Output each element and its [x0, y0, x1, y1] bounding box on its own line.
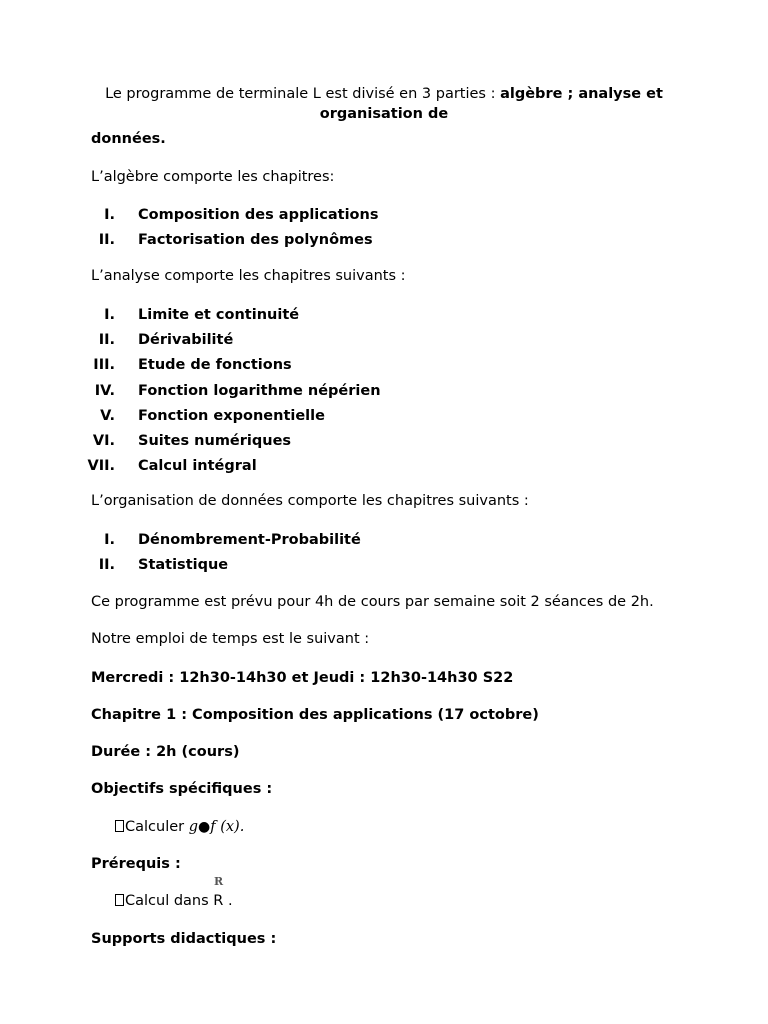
chapter-label: Composition des applications	[138, 207, 379, 223]
chapter-list-item	[0, 433, 768, 455]
real-numbers-symbol: R	[214, 875, 224, 888]
chapter-list-item	[0, 332, 768, 354]
chapter-list-item	[0, 408, 768, 430]
chapter-list-item	[0, 307, 768, 329]
chapter-label: Dénombrement-Probabilité	[138, 532, 361, 548]
hours-text: Ce programme est prévu pour 4h de cours par semaine soit 2 séances de 2h.	[91, 594, 654, 610]
list-number: II.	[98, 232, 115, 248]
intro-parts-bold: algèbre ; analyse et	[500, 86, 663, 102]
list-number: VII.	[87, 458, 115, 475]
chapter-list-item	[0, 207, 768, 229]
math-fx: f (x).	[210, 819, 245, 835]
list-number: VI.	[92, 433, 115, 449]
chapter-list-item	[0, 458, 768, 480]
objectives-heading: Objectifs spécifiques :	[91, 781, 273, 797]
chapter-label: Limite et continuité	[138, 307, 300, 323]
list-number: II.	[98, 557, 115, 573]
list-number: I.	[104, 532, 115, 548]
chapter-label: Calcul intégral	[138, 458, 257, 475]
chapter-label: Fonction exponentielle	[138, 407, 325, 424]
timetable: Mercredi : 12h30-14h30 et Jeudi : 12h30-14h30 S22	[91, 670, 514, 686]
chapter-label: Fonction logarithme népérien	[138, 382, 381, 399]
chapter-label: Statistique	[138, 557, 229, 573]
chapter-title: Chapitre 1 : Composition des applications (17 octobre)	[91, 707, 539, 723]
chapter-duration: Durée : 2h (cours)	[91, 744, 240, 760]
list-number: III.	[93, 357, 115, 374]
prereq-item	[115, 893, 233, 909]
chapter-list-item	[0, 383, 768, 405]
math-g: g	[188, 819, 199, 835]
list-number: II.	[98, 332, 115, 349]
list-number: IV.	[94, 382, 115, 399]
list-number: V.	[100, 407, 115, 424]
chapter-list-item	[0, 532, 768, 554]
intro-line-1	[0, 86, 768, 102]
algebra-intro: L’algèbre comporte les chapitres:	[91, 169, 335, 185]
chapter-label: Suites numériques	[138, 433, 292, 449]
objective-item	[115, 819, 244, 835]
chapter-label: Factorisation des polynômes	[138, 232, 373, 248]
chapter-list-item	[0, 232, 768, 254]
chapter-label: Etude de fonctions	[138, 357, 292, 374]
missing-glyph-icon	[115, 894, 124, 906]
list-number: I.	[104, 207, 115, 223]
intro-line-3: données.	[91, 131, 166, 147]
chapter-label: Dérivabilité	[138, 332, 234, 349]
chapter-list-item	[0, 357, 768, 379]
timetable-intro: Notre emploi de temps est le suivant :	[91, 631, 370, 647]
missing-glyph-icon	[115, 820, 124, 832]
compose-dot-icon: ●	[198, 819, 211, 835]
analysis-intro: L’analyse comporte les chapitres suivants :	[91, 268, 406, 284]
prereq-text: Calcul dans R .	[125, 893, 233, 909]
intro-text: Le programme de terminale L est divisé en 3 parties :	[105, 86, 501, 102]
objective-text: Calculer	[125, 819, 189, 835]
data-org-intro: L’organisation de données comporte les chapitres suivants :	[91, 493, 529, 509]
chapter-list-item	[0, 557, 768, 579]
supports-heading: Supports didactiques :	[91, 931, 277, 947]
prereq-heading: Prérequis :	[91, 856, 181, 872]
list-number: I.	[104, 307, 115, 323]
intro-line-2: organisation de	[319, 106, 449, 122]
